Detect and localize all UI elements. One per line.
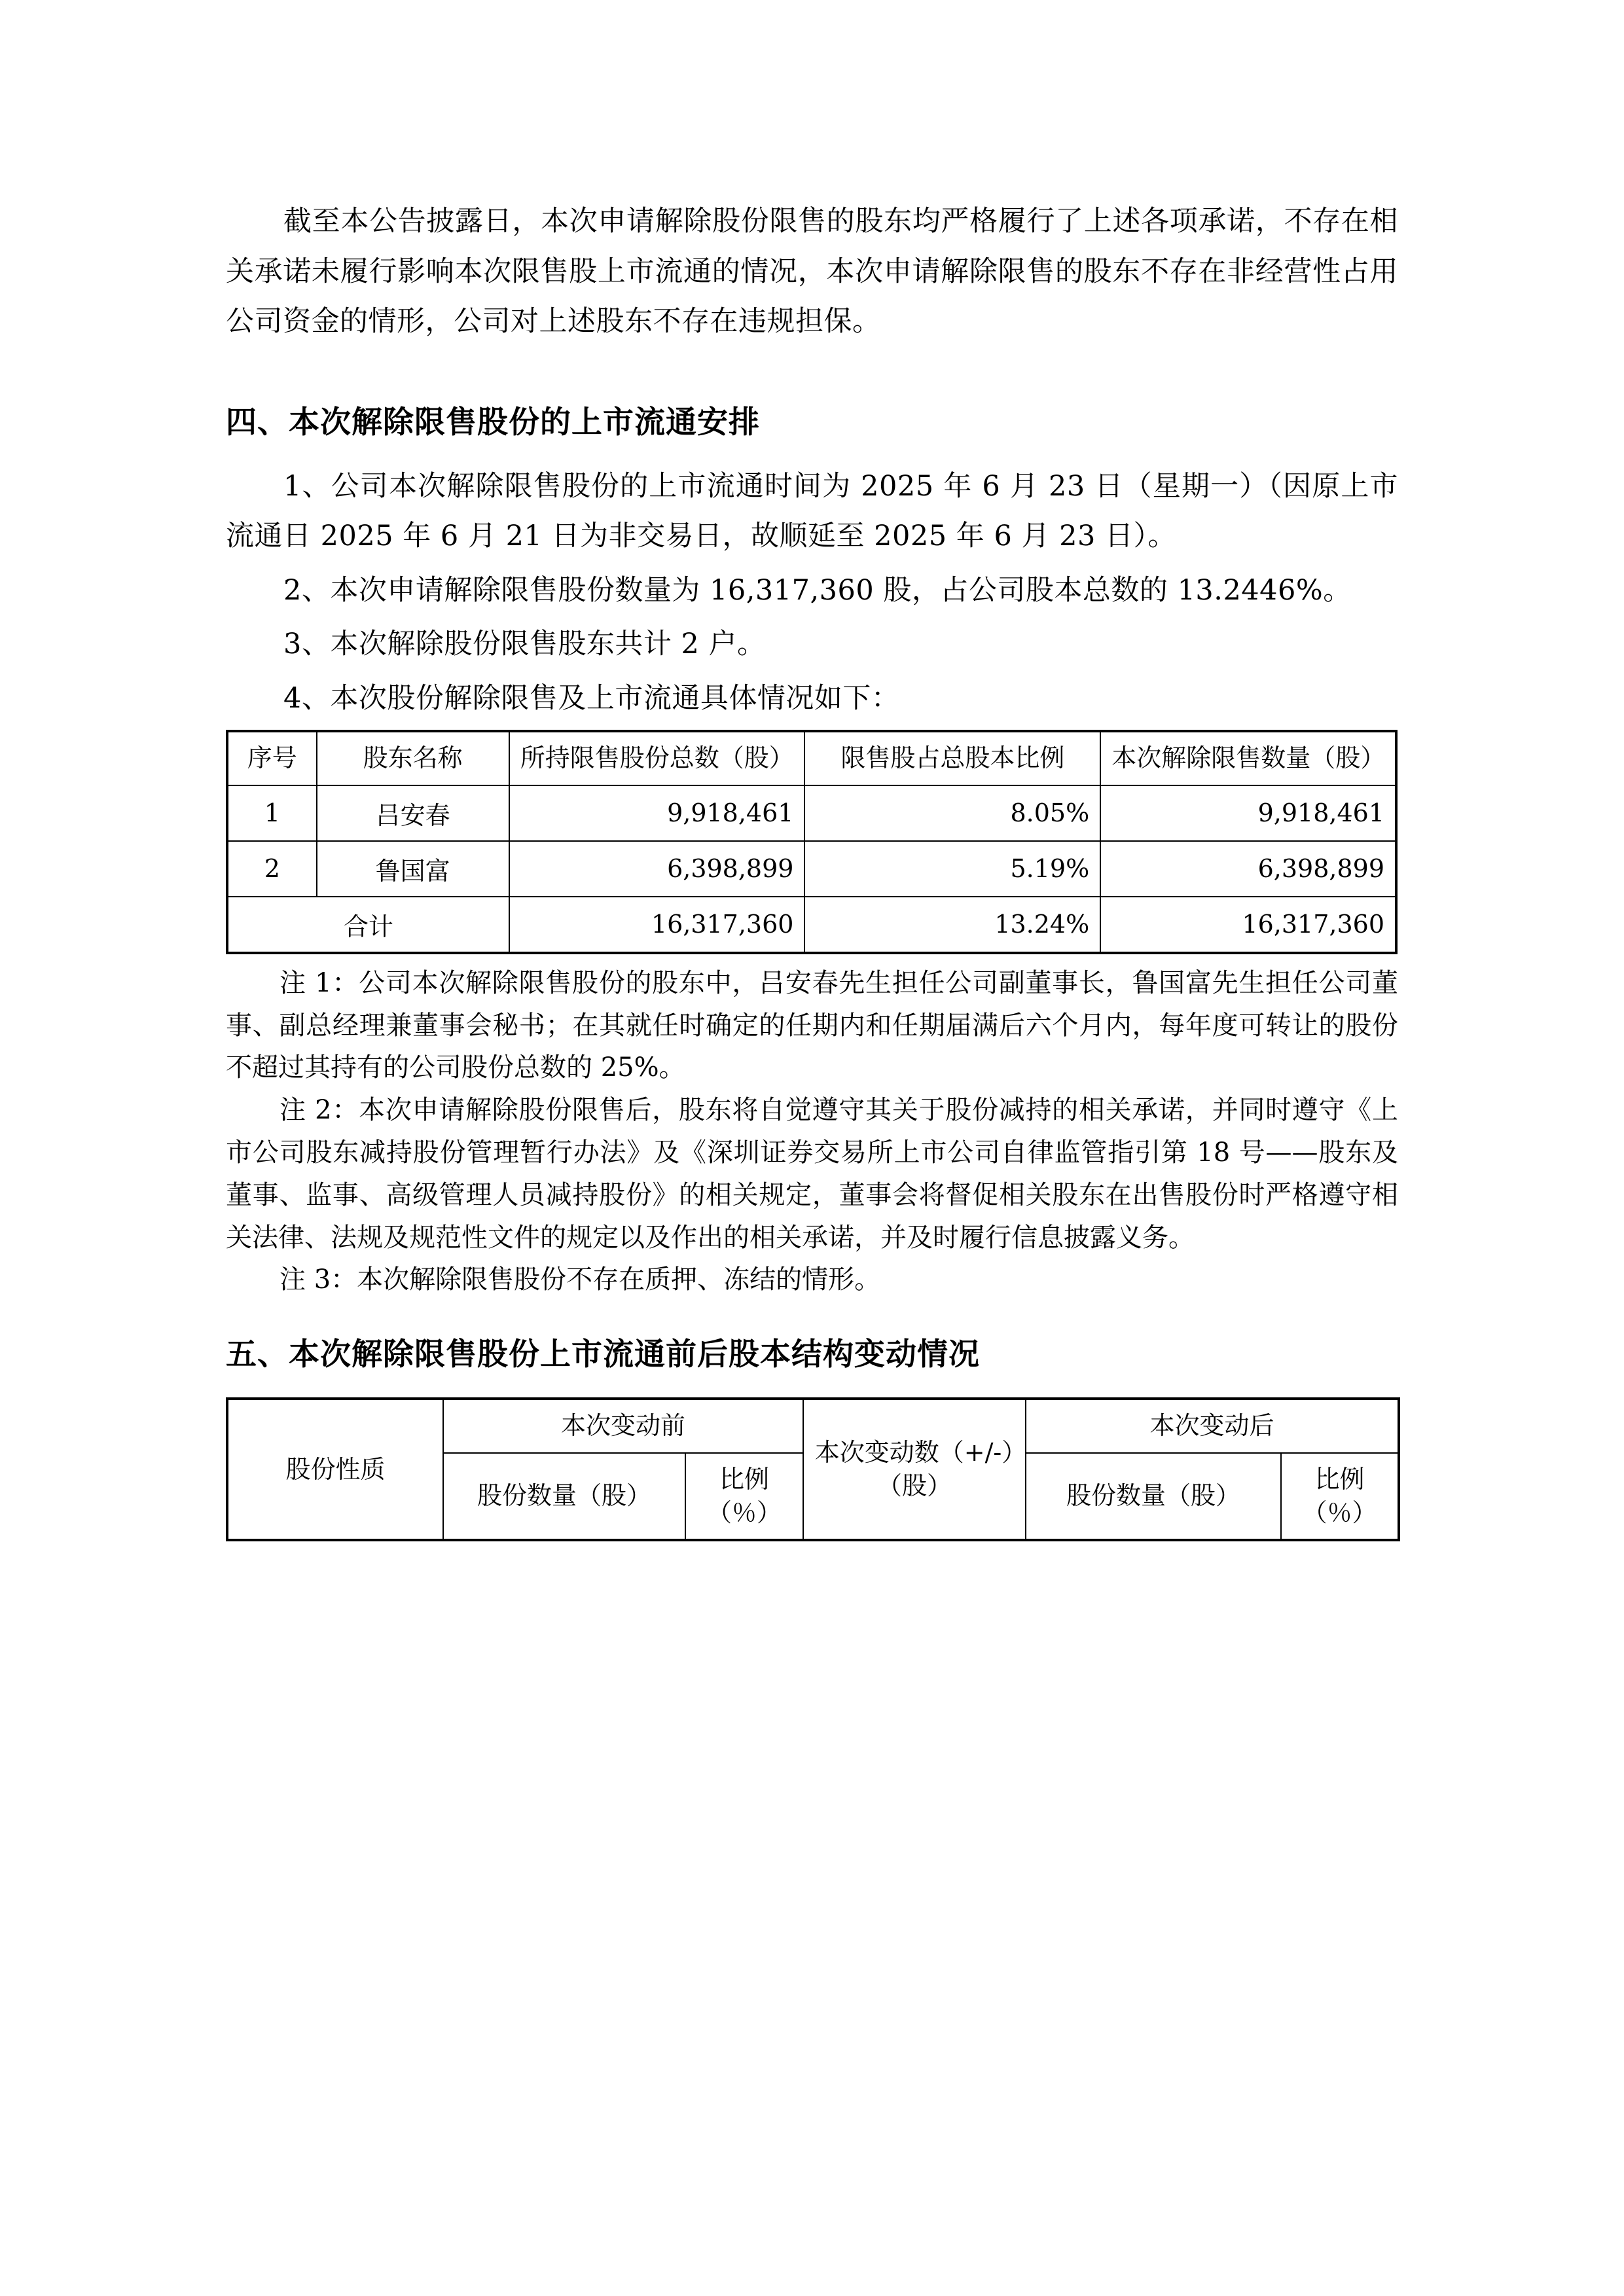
table-header-row — [227, 731, 1396, 785]
col-group-before: 本次变动前 — [443, 1399, 803, 1452]
cell-restricted-total: 9,918,461 — [509, 785, 805, 841]
cell-total-release: 16,317,360 — [1100, 897, 1396, 953]
capital-structure-table — [226, 1397, 1400, 1541]
release-detail-table — [226, 730, 1398, 954]
cell-shareholder: 鲁国富 — [317, 841, 509, 897]
cell-restricted-total: 6,398,899 — [509, 841, 805, 897]
table-row — [227, 785, 1396, 841]
col-header-after-amount: 股份数量（股） — [1026, 1453, 1281, 1541]
cell-total-restricted: 16,317,360 — [509, 897, 805, 953]
col-header-after-ratio: 比例（％） — [1281, 1453, 1399, 1541]
cell-total-ratio: 13.24% — [804, 897, 1100, 953]
table-row — [227, 841, 1396, 897]
section-four-item-4: 4、本次股份解除限售及上市流通具体情况如下： — [283, 681, 900, 715]
col-header-share-nature: 股份性质 — [227, 1399, 443, 1540]
section-four-item-1: 1、公司本次解除限售股份的上市流通时间为 2025 年 6 月 23 日（星期一）（因原上市流通日 2025 年 6 月 21 日为非交易日，故顺延至 2025 年 6 月 23 日）。 — [226, 469, 1398, 553]
table-header-row-top — [227, 1399, 1399, 1452]
cell-index: 1 — [227, 785, 317, 841]
cell-release-amount: 6,398,899 — [1100, 841, 1396, 897]
col-header-before-amount: 股份数量（股） — [443, 1453, 685, 1541]
cell-total-label: 合计 — [227, 897, 509, 953]
note-1: 注 1：公司本次解除限售股份的股东中，吕安春先生担任公司副董事长，鲁国富先生担任公司董事、副总经理兼董事会秘书；在其就任时确定的任期内和任期届满后六个月内，每年度可转让的股份不超过其持有的公司股份总数的 25%。 — [226, 967, 1398, 1083]
col-group-change: 本次变动数（+/-）（股） — [803, 1399, 1026, 1540]
note-3: 注 3：本次解除限售股份不存在质押、冻结的情形。 — [280, 1265, 881, 1295]
section-four-heading: 四、本次解除限售股份的上市流通安排 — [226, 404, 760, 440]
col-group-after: 本次变动后 — [1026, 1399, 1399, 1452]
table-total-row — [227, 897, 1396, 953]
col-header-release-amount: 本次解除限售数量（股） — [1100, 731, 1396, 785]
cell-ratio: 8.05% — [804, 785, 1100, 841]
cell-ratio: 5.19% — [804, 841, 1100, 897]
note-2: 注 2：本次申请解除股份限售后，股东将自觉遵守其关于股份减持的相关承诺，并同时遵守《上市公司股东减持股份管理暂行办法》及《深圳证券交易所上市公司自律监管指引第 18 号——股东及董事、监事、高级管理人员减持股份》的相关规定，董事会将督促相关股东在出售股份时严格遵守相关法律、法规及规范性文件的规定以及作出的相关承诺，并及时履行信息披露义务。 — [226, 1095, 1398, 1253]
col-header-restricted-total: 所持限售股份总数（股） — [509, 731, 805, 785]
spacer — [226, 351, 1398, 369]
cell-shareholder: 吕安春 — [317, 785, 509, 841]
cell-index: 2 — [227, 841, 317, 897]
table-notes — [226, 962, 1398, 1301]
section-four-item-3: 3、本次解除股份限售股东共计 2 户。 — [283, 628, 766, 661]
section-four-item-2: 2、本次申请解除限售股份数量为 16,317,360 股，占公司股本总数的 13.2446%。 — [283, 573, 1352, 607]
col-header-shareholder: 股东名称 — [317, 731, 509, 785]
col-header-ratio: 限售股占总股本比例 — [804, 731, 1100, 785]
section-five-heading: 五、本次解除限售股份上市流通前后股本结构变动情况 — [226, 1336, 980, 1373]
col-header-index: 序号 — [227, 731, 317, 785]
intro-paragraph: 截至本公告披露日，本次申请解除股份限售的股东均严格履行了上述各项承诺，不存在相关承诺未履行影响本次限售股上市流通的情况，本次申请解除限售的股东不存在非经营性占用公司资金的情形，公司对上述股东不存在违规担保。 — [226, 205, 1398, 338]
col-header-before-ratio: 比例（％） — [685, 1453, 803, 1541]
cell-release-amount: 9,918,461 — [1100, 785, 1396, 841]
